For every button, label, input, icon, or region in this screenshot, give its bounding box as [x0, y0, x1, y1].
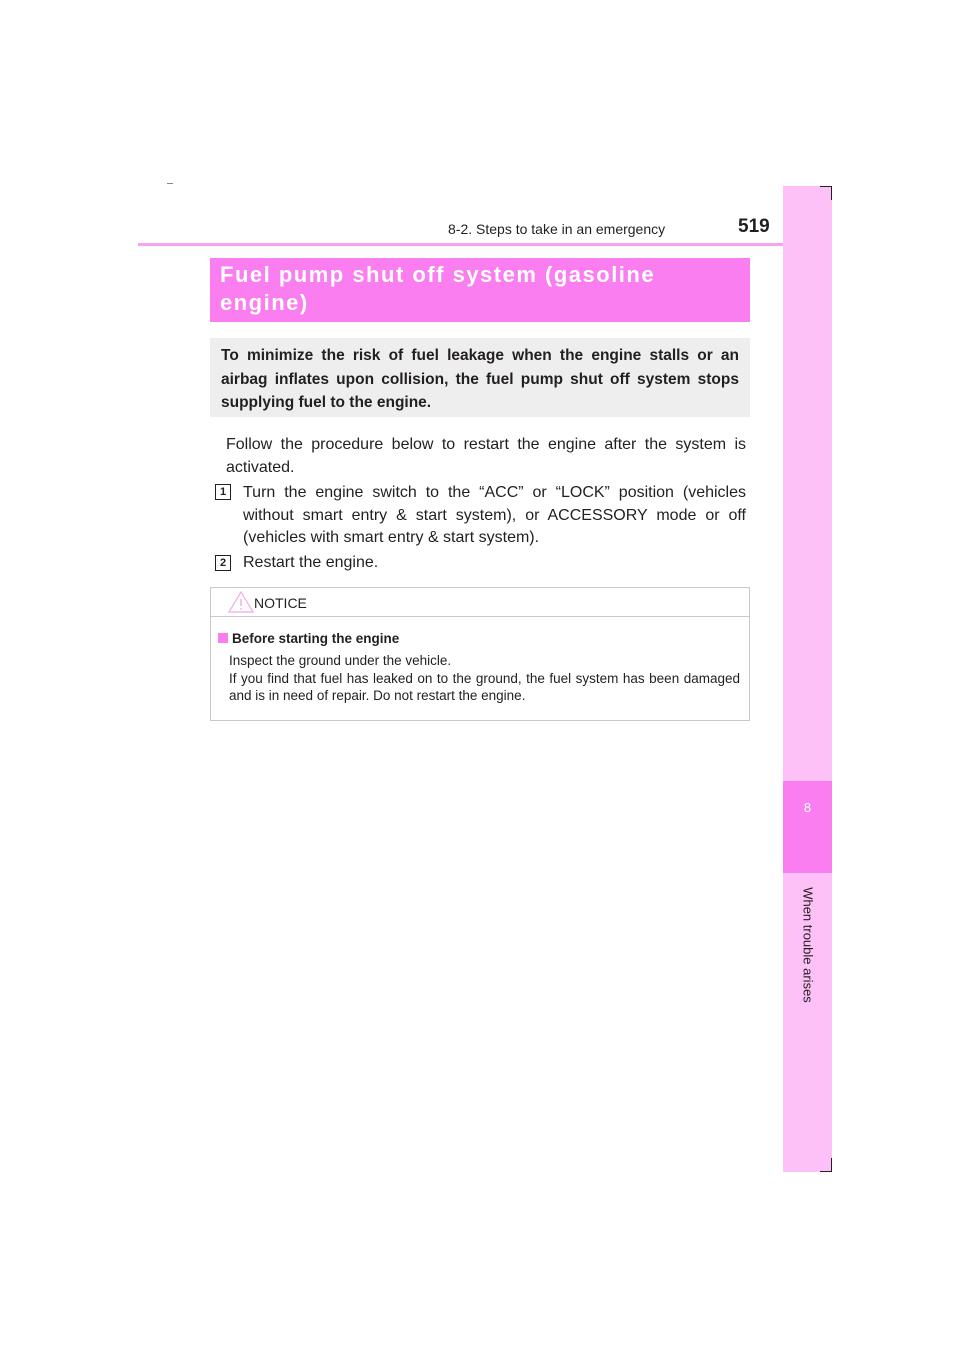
notice-line-1: Inspect the ground under the vehicle. [229, 653, 452, 668]
crop-mark-top-v [831, 186, 832, 200]
notice-heading-text: Before starting the engine [232, 631, 400, 646]
chapter-title: When trouble arises [800, 887, 816, 1003]
notice-label: NOTICE [254, 595, 307, 611]
crop-mark-bottom-v [831, 1158, 832, 1172]
step-number-1: 1 [215, 484, 231, 500]
crop-tick [167, 183, 173, 184]
chapter-number-block [783, 781, 832, 873]
section-title [210, 258, 750, 322]
step-text-2: Restart the engine. [243, 554, 379, 571]
notice-divider [211, 616, 749, 617]
notice-body [229, 652, 740, 705]
chapter-side-tab [783, 186, 832, 1172]
notice-heading [218, 631, 399, 646]
section-reference: 8-2. Steps to take in an emergency [448, 221, 666, 237]
intro-summary: To minimize the risk of fuel leakage when the engine stalls or an airbag inflates upon collision, the fuel pump shut off system stops supplying fuel to the engine. [210, 338, 750, 417]
header-rule [138, 243, 832, 246]
body-paragraph: Follow the procedure below to restart the engine after the system is activated. [226, 436, 746, 476]
step-text-1: Turn the engine switch to the “ACC” or “LOCK” position (vehicles without smart entry & start system), or ACCESSORY mode or off (vehicles with smart entry & start system). [243, 484, 746, 546]
chapter-number: 8 [803, 800, 812, 815]
section-title-line1: Fuel pump shut off system (gasoline [220, 262, 656, 287]
notice-line-2: If you find that fuel has leaked on to the ground, the fuel system has been damaged and is in need of repair. Do not restart the engine. [229, 670, 740, 703]
step-number-2: 2 [215, 555, 231, 571]
square-bullet-icon [218, 633, 228, 643]
section-title-line2: engine) [220, 290, 309, 315]
page-number: 519 [738, 216, 770, 237]
warning-icon [228, 591, 254, 613]
notice-box [210, 587, 750, 721]
